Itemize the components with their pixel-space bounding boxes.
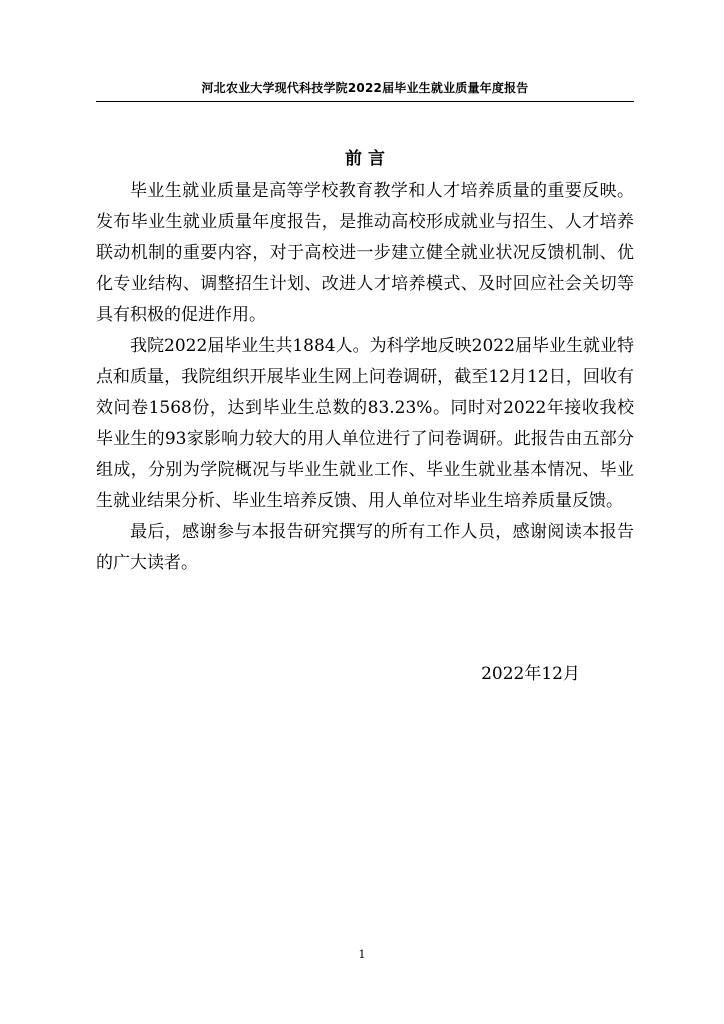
- paragraph-intro: 毕业生就业质量是高等学校教育教学和人才培养质量的重要反映。发布毕业生就业质量年度报告，是推动高校形成就业与招生、人才培养联动机制的重要内容，对于高校进一步建立健全就业状况反馈机制、优化专业结构、调整招生计划、改进人才培养模式、及时回应社会关切等具有积极的促进作用。: [96, 181, 634, 325]
- paragraph-thanks: 最后，感谢参与本报告研究撰写的所有工作人员，感谢阅读本报告的广大读者。: [96, 522, 634, 573]
- header-divider: [96, 101, 634, 102]
- report-date: 2022年12月: [481, 664, 580, 684]
- running-header-title: 河北农业大学现代科技学院2022届毕业生就业质量年度报告: [201, 81, 529, 95]
- page-number: 1: [358, 948, 366, 961]
- paragraph-survey: 我院2022届毕业生共1884人。为科学地反映2022届毕业生就业特点和质量，我院组织开展毕业生网上问卷调研，截至12月12日，回收有效问卷1568份，达到毕业生总数的83.23%。同时对2022年接收我校毕业生的93家影响力较大的用人单位进行了问卷调研。此报告由五部分组成，分别为学院概况与毕业生就业工作、毕业生就业基本情况、毕业生就业结果分析、毕业生培养反馈、用人单位对毕业生培养质量反馈。: [96, 336, 634, 511]
- body-text: [96, 176, 634, 579]
- section-title: 前 言: [345, 149, 385, 169]
